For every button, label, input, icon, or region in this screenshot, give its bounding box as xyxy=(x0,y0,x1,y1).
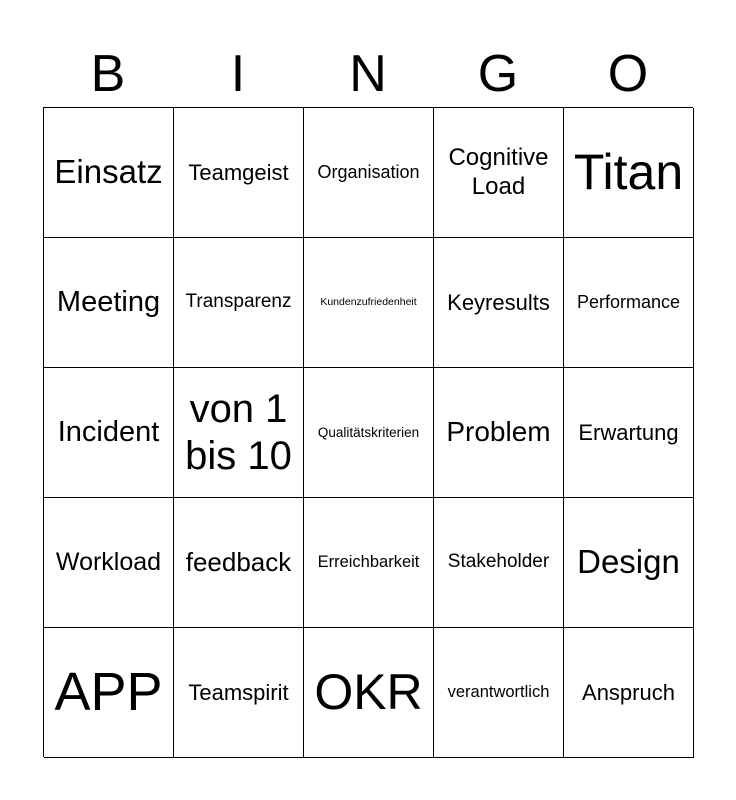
bingo-cell[interactable]: Kundenzufriedenheit xyxy=(304,238,434,368)
bingo-cell[interactable]: Titan xyxy=(564,108,694,238)
bingo-cell[interactable]: Anspruch xyxy=(564,628,694,758)
bingo-header xyxy=(43,40,693,108)
bingo-cell[interactable]: Qualitätskriterien xyxy=(304,368,434,498)
header-letter-n: N xyxy=(349,45,387,103)
bingo-cell[interactable]: Transparenz xyxy=(174,238,304,368)
bingo-cell[interactable]: Erreichbarkeit xyxy=(304,498,434,628)
bingo-cell[interactable]: APP xyxy=(44,628,174,758)
bingo-grid xyxy=(43,107,693,757)
bingo-cell[interactable]: Problem xyxy=(434,368,564,498)
bingo-cell[interactable]: Stakeholder xyxy=(434,498,564,628)
bingo-cell[interactable]: Erwartung xyxy=(564,368,694,498)
bingo-cell[interactable]: OKR xyxy=(304,628,434,758)
bingo-cell[interactable]: von 1 bis 10 xyxy=(174,368,304,498)
bingo-cell[interactable]: Workload xyxy=(44,498,174,628)
bingo-cell[interactable]: Cognitive Load xyxy=(434,108,564,238)
bingo-cell[interactable]: verantwortlich xyxy=(434,628,564,758)
header-letter-o: O xyxy=(607,45,649,103)
bingo-cell[interactable]: Einsatz xyxy=(44,108,174,238)
bingo-cell[interactable]: Meeting xyxy=(44,238,174,368)
bingo-cell[interactable]: feedback xyxy=(174,498,304,628)
bingo-cell[interactable]: Design xyxy=(564,498,694,628)
bingo-cell[interactable]: Keyresults xyxy=(434,238,564,368)
bingo-cell[interactable]: Teamgeist xyxy=(174,108,304,238)
header-letter-g: G xyxy=(477,45,519,103)
bingo-cell[interactable]: Teamspirit xyxy=(174,628,304,758)
bingo-cell[interactable]: Organisation xyxy=(304,108,434,238)
header-letter-i: I xyxy=(230,45,246,103)
bingo-cell[interactable]: Incident xyxy=(44,368,174,498)
header-letter-b: B xyxy=(90,45,126,103)
bingo-cell[interactable]: Performance xyxy=(564,238,694,368)
